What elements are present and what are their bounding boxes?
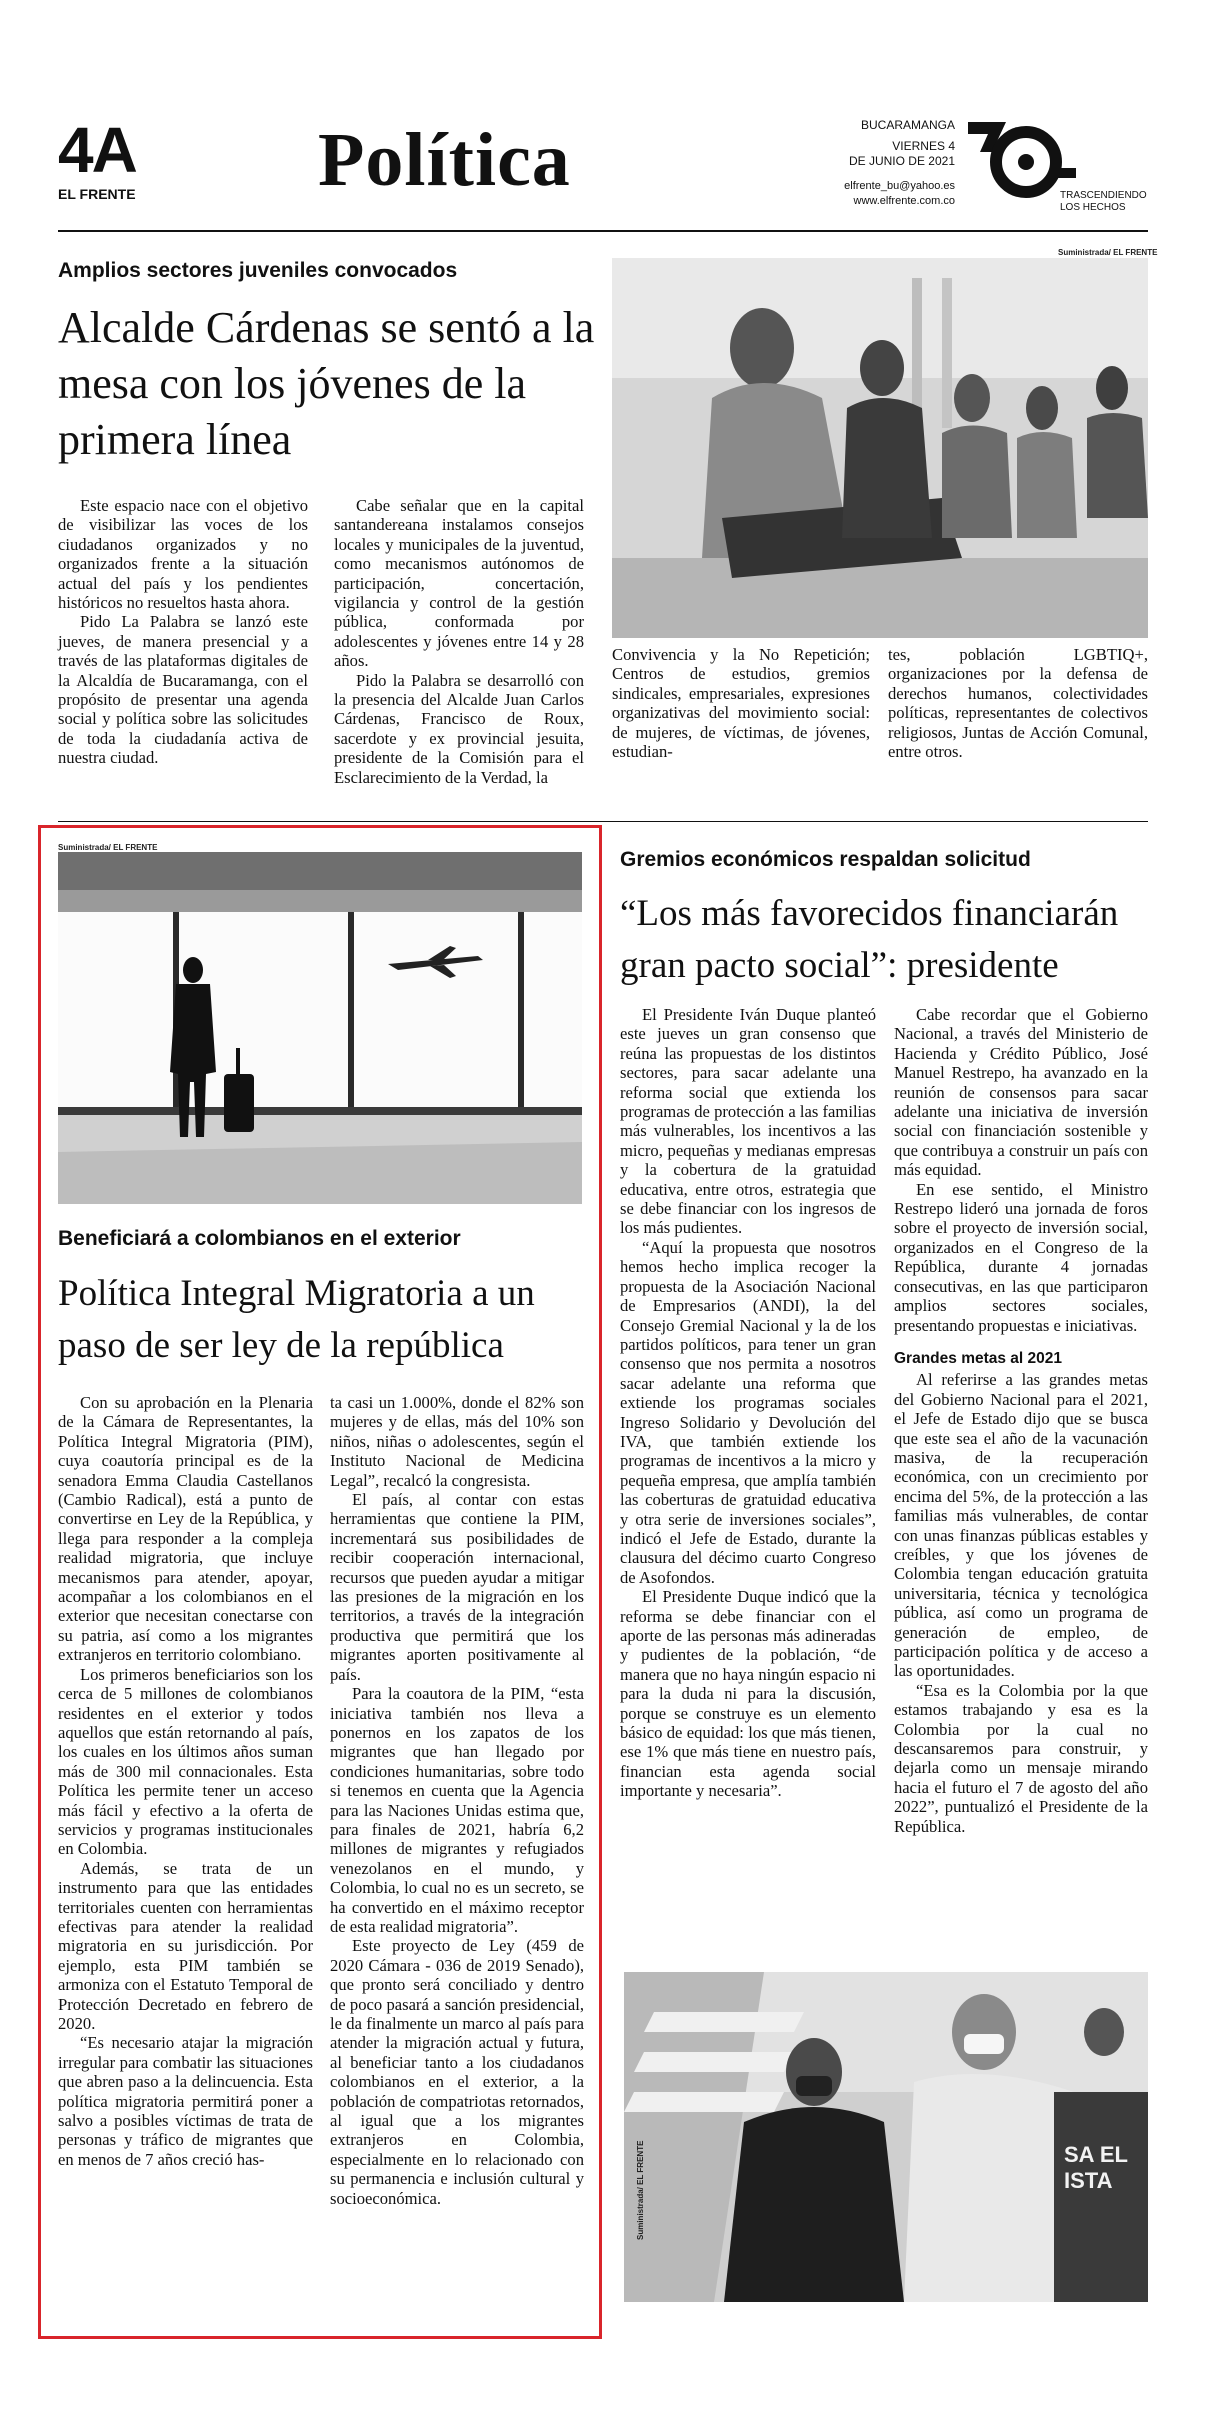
article3-column-2	[894, 1005, 1148, 1836]
paragraph: Para la coautora de la PIM, “esta iniciativa también nos lleva a ponernos en los zapatos de los migrantes que han llegado por condiciones humanitarias, sobre todo si tenemos en cuenta que la Agencia para las Naciones Unidas estima que, para finales de 2021, habría 6,2 millones de migrantes y refugiados venezolanos en el mundo, y Colombia, lo cual no es un secreto, se ha convertido en el máximo receptor de esta realidad migratoria”.	[330, 1684, 584, 1936]
paragraph: Este espacio nace con el objetivo de visibilizar las voces de los ciudadanos organizados y no organizados frente a la situación actual del país y los pendientes históricos no resueltos hasta ahora.	[58, 496, 308, 613]
article1-kicker: Amplios sectores juveniles convocados	[58, 259, 458, 282]
article2-headline: Política Integral Migratoria a un paso de ser ley de la república	[58, 1273, 535, 1366]
anniversary-logo	[962, 112, 1147, 220]
article1-column-4	[888, 645, 1148, 761]
paragraph: tes, población LGBTIQ+, organizaciones por la defensa de derechos humanos, colectividades políticas, representantes de colectivos religiosos, Juntas de Acción Comunal, entre otros.	[888, 645, 1148, 762]
logo-tagline-2: LOS HECHOS	[1060, 202, 1126, 213]
paragraph: Con su aprobación en la Plenaria de la Cámara de Representantes, la Política Integral Migratoria (PIM), cuya coautoría principal es de la senadora Emma Claudia Castellanos (Cambio Radical), está a punto de convertirse en Ley de la República, y llega para responder a la compleja realidad migratoria, que incluye mecanismos para atender, apoyar, acompañar a los colombianos en el exterior que necesitan conectarse con su patria, así como a los migrantes extranjeros en territorio colombiano.	[58, 1393, 313, 1665]
paragraph: En ese sentido, el Ministro Restrepo lideró una jornada de foros sobre el proyecto de inversión social, organizados en el Congreso de la República, durante 4 jornadas consecutivas, en las que participaron amplios sectores sociales, presentando propuestas e iniciativas.	[894, 1179, 1148, 1335]
article2-column-1	[58, 1393, 313, 2169]
article1-column-3	[612, 645, 870, 761]
article3-headline: “Los más favorecidos financiarán gran pacto social”: presidente	[620, 893, 1119, 986]
paragraph: “Es necesario atajar la migración irregular para combatir las situaciones que abren paso a la delincuencia. Esta política migratoria permitirá poner a salvo a posibles víctimas de trata de personas y tráfico de migrantes que en menos de 7 años creció has-	[58, 2033, 313, 2169]
article1-photo	[612, 258, 1148, 638]
paragraph: El Presidente Duque indicó que la reforma se debe financiar con el aporte de las personas más adineradas y pudientes de la población, “de manera que no haya ningún espacio ni para la duda ni para la discusión, porque se construye es un elemento básico de equidad: los que más tienen, ese 1% que más tiene en nuestro país, financian esta agenda social importante y necesaria”.	[620, 1587, 876, 1801]
paragraph: Además, se trata de un instrumento para que las entidades territoriales cuenten con herramientas efectivas para atender la realidad migratoria en su jurisdicción. Por ejemplo, esta PIM también se armoniza con el Estatuto Temporal de Protección Decretado en febrero de 2020.	[58, 1858, 313, 2033]
paragraph: Cabe señalar que en la capital santandereana instalamos consejos locales y municipales de la juventud, como mecanismos autónomos de participación, concertación, vigilancia y control de la gestión pública, conformada por adolescentes y jóvenes entre 14 y 28 años.	[334, 496, 584, 671]
masthead-divider	[58, 230, 1148, 232]
article3-subhead: Grandes metas al 2021	[894, 1349, 1063, 1367]
article2-column-2	[330, 1393, 584, 2208]
dateline-date: DE JUNIO DE 2021	[848, 154, 955, 168]
article1-headline: Alcalde Cárdenas se sentó a la mesa con los jóvenes de la primera línea	[58, 303, 595, 464]
paragraph: Los primeros beneficiarios son los cerca de 5 millones de colombianos residentes en el exterior y todos aquellos que están retornando al país, los cuales en los últimos años suman más de 300 mil connacionales. Esta Política les permite tener un acceso más fácil y efectivo a la oferta de servicios y programas institucionales en Colombia.	[58, 1664, 313, 1859]
article3-photo-credit: Suministrada/ EL FRENTE	[636, 2140, 645, 2240]
page-number: 4A	[58, 114, 136, 186]
dateline-day: VIERNES 4	[892, 139, 955, 153]
paragraph: Cabe recordar que el Gobierno Nacional, a través del Ministerio de Hacienda y Crédito Público, José Manuel Restrepo, ha avanzado en la reunión de consensos para sacar adelante una iniciativa de inversión social con financiación sostenible y que contribuya a construir un país con más equidad.	[894, 1005, 1148, 1180]
masthead	[0, 0, 1205, 232]
article3-photo-sign: SA EL ISTA	[1064, 2142, 1128, 2193]
article1-column-1	[58, 496, 308, 768]
paragraph: Pido La Palabra se lanzó este jueves, de manera presencial y a través de las plataformas digitales de la Alcaldía de Bucaramanga, con el propósito de presentar una agenda social y política sobre las solicitudes de toda la ciudadanía activa de nuestra ciudad.	[58, 612, 308, 768]
contact-website: www.elfrente.com.co	[853, 195, 955, 207]
paragraph: “Esa es la Colombia por la que estamos trabajando y esa es la Colombia por la cual no descansaremos para construir, y dejarla como un mensaje mirando hacia el futuro el 7 de agosto del año 2022”, puntualizó el Presidente de la República.	[894, 1680, 1148, 1836]
paragraph: Al referirse a las grandes metas del Gobierno Nacional para el 2021, el Jefe de Estado dijo que se busca que este sea el año de la vacunación masiva, de la recuperación económica, con un crecimiento por encima del 5%, de la protección a las familias más vulnerables, de contar con unas finanzas públicas estables y creíbles, y que los jóvenes de Colombia tengan educación gratuita universitaria, técnica y tecnológica pública, así como un programa de generación de empleo, de participación política y de acceso a las oportunidades.	[894, 1370, 1148, 1681]
logo-tagline-1: TRASCENDIENDO	[1060, 190, 1147, 201]
article2-photo	[58, 852, 582, 1204]
article1-photo-credit: Suministrada/ EL FRENTE	[1058, 248, 1158, 257]
paper-name: EL FRENTE	[58, 186, 136, 202]
paragraph: El Presidente Iván Duque planteó este jueves un gran consenso que reúna las propuestas de los distintos sectores, para sacar adelante una reforma social que extienda los programas de protección a las familias más vulnerables, los incentivos a las micro, pequeñas y medianas empresas y la cobertura de la gratuidad educativa, entre otros, estrategia que se debe financiar con los ingresos de los más pudientes.	[620, 1005, 876, 1238]
article1-column-2	[334, 496, 584, 787]
section-divider	[58, 821, 1148, 822]
article3-kicker: Gremios económicos respaldan solicitud	[620, 848, 1031, 871]
contact-email: elfrente_bu@yahoo.es	[844, 180, 955, 192]
paragraph: Pido la Palabra se desarrolló con la presencia del Alcalde Juan Carlos Cárdenas, Francisco de Roux, sacerdote y ex provincial jesuita, presidente de la Comisión para el Esclarecimiento de la Verdad, la	[334, 670, 584, 787]
paragraph: “Aquí la propuesta que nosotros hemos hecho implica recoger la propuesta de la Asociación Nacional de Empresarios (ANDI), la del Consejo Gremial Nacional y la de los partidos políticos, para tener un gran consenso que nos permita a nosotros sacar adelante una reforma que extiende los programas sociales Ingreso Solidario y Devolución del IVA, que también extiende los programas de incentivos a la micro y pequeña empresa, que amplía también las coberturas de gratuidad educativa y otra serie de inversiones sociales”, indicó el Jefe de Estado, durante la clausura del décimo cuarto Congreso de Asofondos.	[620, 1237, 876, 1587]
article2-kicker: Beneficiará a colombianos en el exterior	[58, 1227, 461, 1250]
article3-photo	[624, 1972, 1148, 2302]
paragraph: Este proyecto de Ley (459 de 2020 Cámara - 036 de 2019 Senado), que pronto será conciliado y dentro de poco pasará a sanción presidencial, le da finalmente un marco al país para atender la migración actual y futura, al beneficiar tanto a los ciudadanos colombianos en el exterior, a la población de compatriotas retornados, al igual que a los migrantes extranjeros en Colombia, especialmente en lo relacionado con su permanencia e inclusión cultural y socioeconómica.	[330, 1936, 584, 2208]
paragraph: ta casi un 1.000%, donde el 82% son mujeres y de ellas, más del 10% son niños, niñas o adolescentes, según el Instituto Nacional de Medicina Legal”, recalcó la congresista.	[330, 1393, 584, 1490]
paragraph: El país, al contar con estas herramientas que contiene la PIM, incrementará sus posibilidades de recibir cooperación internacional, recursos que pueden ayudar a mitigar las presiones de la migración en los territorios, a través de la integración productiva que permitirá que los migrantes aporten positivamente al país.	[330, 1490, 584, 1684]
article3-column-1	[620, 1005, 876, 1801]
section-title: Política	[318, 118, 571, 202]
dateline-city: BUCARAMANGA	[860, 118, 955, 132]
article2-photo-credit: Suministrada/ EL FRENTE	[58, 843, 158, 852]
paragraph: Convivencia y la No Repetición; Centros de estudios, gremios sindicales, empresariales, expresiones organizativas del movimiento social: de mujeres, de víctimas, de jóvenes, estudian-	[612, 645, 870, 762]
